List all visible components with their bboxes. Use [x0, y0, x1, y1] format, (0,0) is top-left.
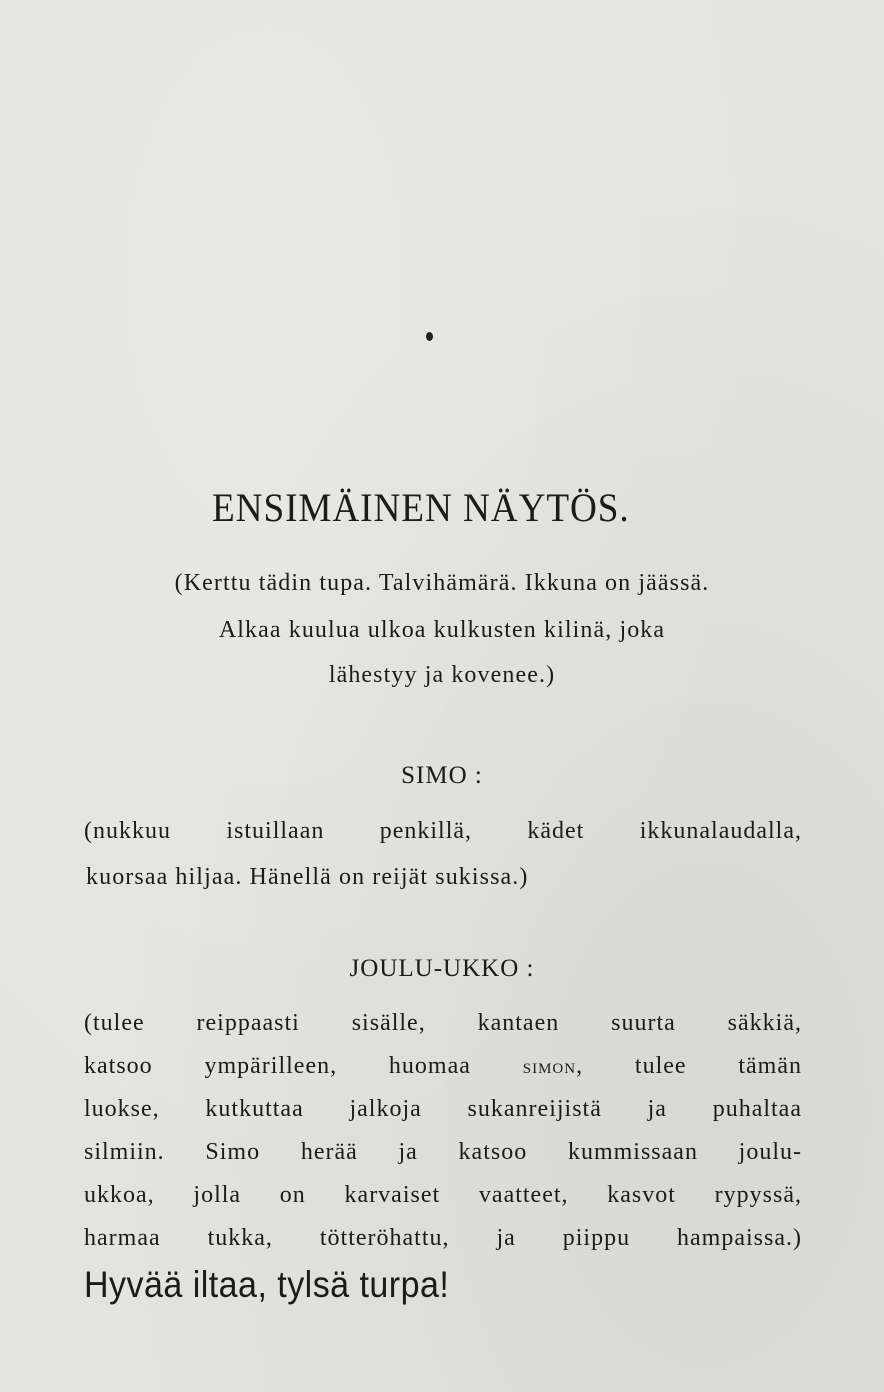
printed-dot: [426, 332, 433, 341]
ukko-stage-line-2-a: katsoo ympärilleen, huomaa: [84, 1053, 471, 1079]
ukko-stage-line-2: [84, 1053, 802, 1080]
act-heading: ENSIMÄINEN NÄYTÖS.: [212, 485, 630, 530]
character-name-simon: simon: [522, 1054, 577, 1078]
ukko-stage-line-3: luokse, kutkuttaa jalkoja sukanreijistä ja puhaltaa: [84, 1096, 802, 1122]
intro-line-1: (Kerttu tädin tupa. Talvihämärä. Ikkuna on jäässä.: [174, 570, 710, 596]
ukko-stage-line-4: silmiin. Simo herää ja katsoo kummissaan joulu-: [84, 1139, 802, 1165]
dialogue-line: Hyvää iltaa, tylsä turpa!: [84, 1264, 450, 1305]
intro-line-2: Alkaa kuulua ulkoa kulkusten kilinä, joka: [218, 617, 666, 643]
speaker-simo: SIMO :: [401, 762, 483, 789]
ukko-stage-line-6: harmaa tukka, tötteröhattu, ja piippu hampaissa.): [84, 1225, 802, 1251]
ukko-stage-line-5: ukkoa, jolla on karvaiset vaatteet, kasvot rypyssä,: [84, 1182, 802, 1208]
ukko-stage-line-2-b: , tulee tämän: [576, 1053, 803, 1079]
intro-line-3: lähestyy ja kovenee.): [328, 662, 556, 688]
speaker-joulu-ukko: JOULU-UKKO :: [349, 955, 535, 982]
ukko-stage-line-1: (tulee reippaasti sisälle, kantaen suurta säkkiä,: [84, 1010, 802, 1036]
simo-stage-line-2: kuorsaa hiljaa. Hänellä on reijät sukissa.): [86, 864, 529, 890]
simo-stage-line-1: (nukkuu istuillaan penkillä, kädet ikkunalaudalla,: [84, 818, 802, 844]
